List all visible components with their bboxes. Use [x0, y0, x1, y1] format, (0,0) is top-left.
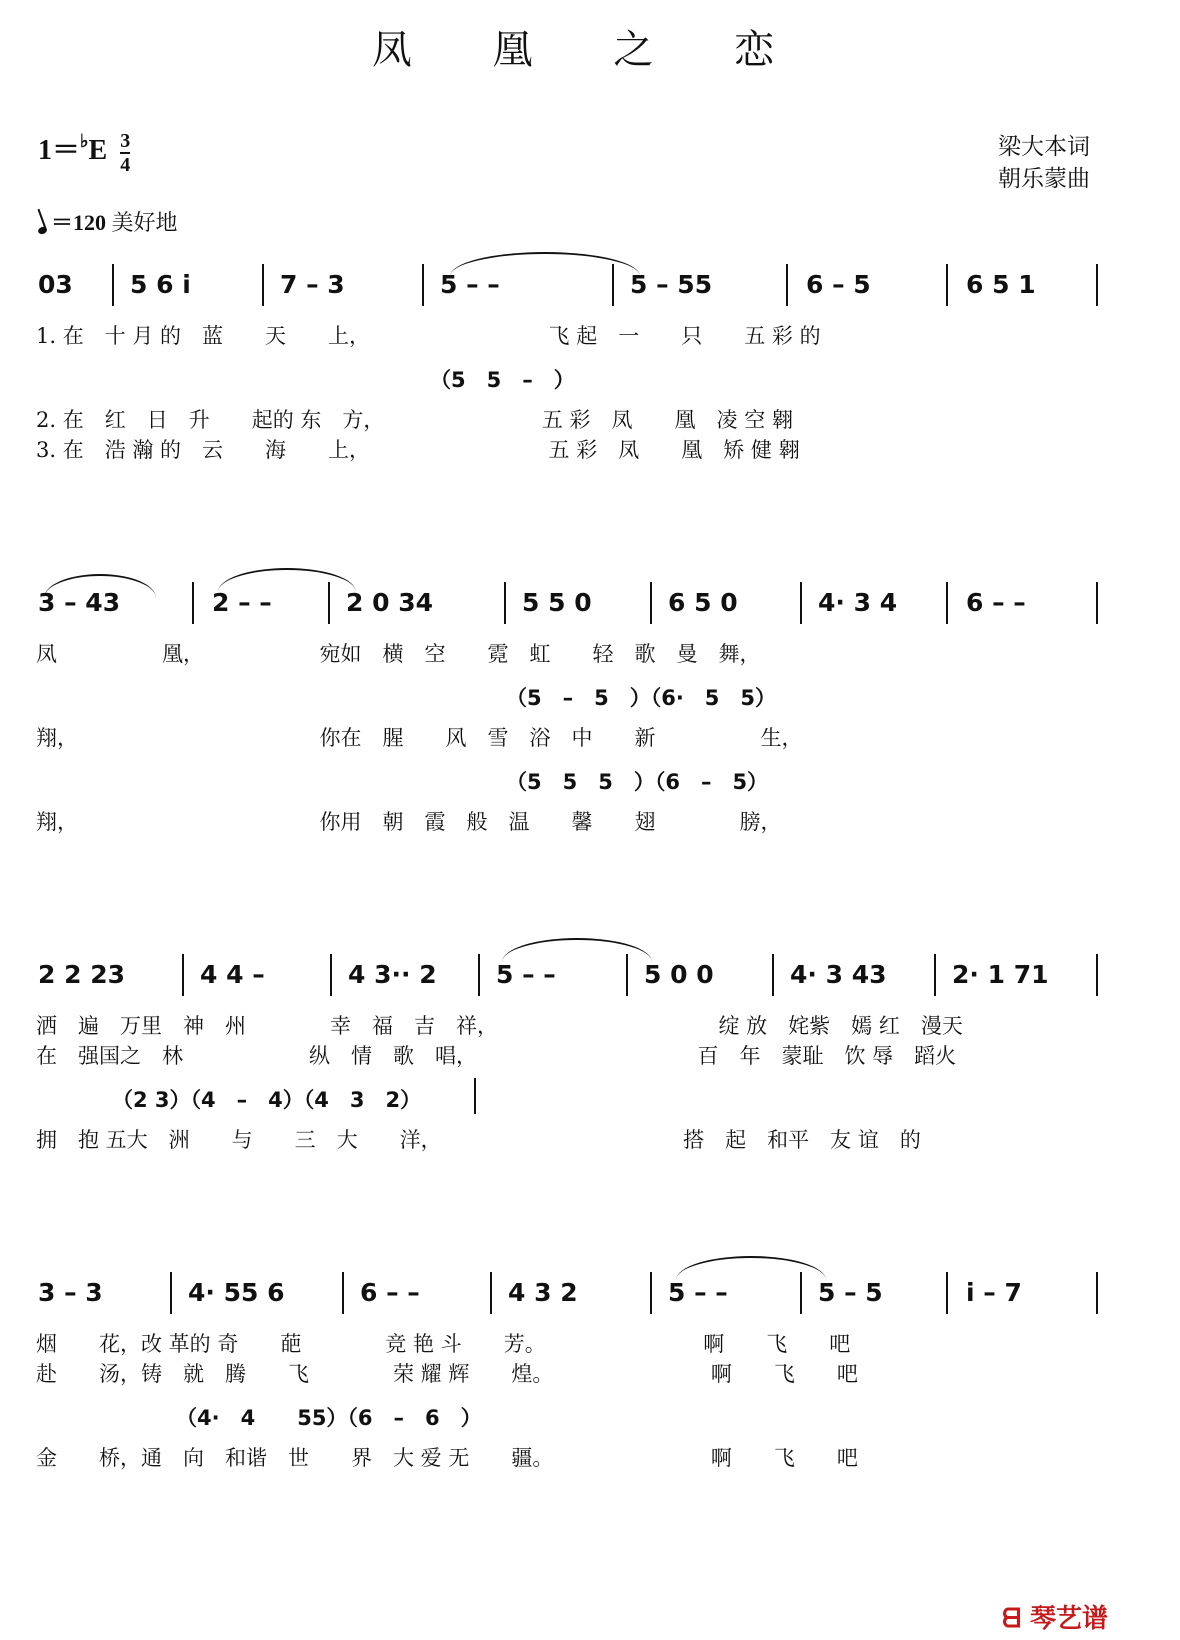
- measure-5: 5 0 0: [644, 960, 714, 989]
- barline: [192, 582, 194, 624]
- measure-2: 5 6 i: [130, 270, 191, 299]
- flat-sign: ♭: [80, 131, 89, 151]
- lyric-line-2: 赴 汤，铸 就 腾 飞 荣 耀 辉 煌。 啊 飞 吧: [36, 1362, 858, 1386]
- tempo-expression: 美好地: [111, 210, 178, 235]
- barline: [650, 1272, 652, 1314]
- measure-2: 4· 55 6: [188, 1278, 285, 1307]
- measure-6: 4· 3 4: [818, 588, 898, 617]
- measure-4: 5 – –: [496, 960, 556, 989]
- slur-mark: [44, 574, 156, 598]
- piano-logo-icon: ᗺ: [1002, 1604, 1021, 1634]
- key-note: E: [88, 135, 108, 166]
- barline: [170, 1272, 172, 1314]
- lyric-line-1: 1. 在 十 月 的 蓝 天 上， 飞 起 一 只 五 彩 的: [36, 324, 821, 348]
- barline: [786, 264, 788, 306]
- barline: [946, 1272, 948, 1314]
- barline: [490, 1272, 492, 1314]
- barline: [182, 954, 184, 996]
- barline: [934, 954, 936, 996]
- measure-7: i – 7: [966, 1278, 1022, 1307]
- interlude-notes: （4· 4 55）（6 – 6 ）: [176, 1406, 482, 1430]
- barline: [1096, 582, 1098, 624]
- lyric-line-2: 翔， 你在 腥 风 雪 浴 中 新 生，: [36, 726, 803, 750]
- measure-7: 6 5 1: [966, 270, 1036, 299]
- time-signature: [120, 130, 130, 176]
- measure-1: 3 – 3: [38, 1278, 103, 1307]
- barline: [1096, 954, 1098, 996]
- measure-4: 5 – –: [440, 270, 500, 299]
- barline: [800, 582, 802, 624]
- measure-2: 4 4 –: [200, 960, 265, 989]
- measure-3: 4 3·· 2: [348, 960, 437, 989]
- lyric-line-3: 金 桥，通 向 和谐 世 界 大 爱 无 疆。 啊 飞 吧: [36, 1446, 858, 1470]
- time-top: 3: [120, 129, 131, 152]
- measure-6: 4· 3 43: [790, 960, 887, 989]
- song-title: 凤 凰 之 恋: [371, 27, 809, 73]
- slur-mark: [502, 938, 652, 962]
- interlude-notes: （5 5 – ）: [430, 368, 575, 392]
- tempo-marking: [38, 206, 178, 237]
- measure-5: 5 – –: [668, 1278, 728, 1307]
- measure-1: 2 2 23: [38, 960, 125, 989]
- barline: [112, 264, 114, 306]
- measure-5: 5 – 55: [630, 270, 713, 299]
- measure-6: 6 – 5: [806, 270, 871, 299]
- measure-6: 5 – 5: [818, 1278, 883, 1307]
- barline: [1096, 264, 1098, 306]
- measure-7: 2· 1 71: [952, 960, 1049, 989]
- measure-4: 4 3 2: [508, 1278, 578, 1307]
- interlude-notes-1: （5 – 5 ）（6· 5 5）: [506, 686, 777, 710]
- interlude-notes: （2 3）（4 – 4）（4 3 2）: [112, 1088, 422, 1112]
- barline: [474, 1078, 476, 1114]
- barline: [946, 582, 948, 624]
- measure-1: 03: [38, 270, 73, 299]
- quarter-note-icon: [37, 226, 48, 236]
- barline: [330, 954, 332, 996]
- time-bottom: 4: [120, 153, 131, 176]
- key-prefix: 1＝: [38, 135, 81, 166]
- lyric-line-1: 凤 凰， 宛如 横 空 霓 虹 轻 歌 曼 舞，: [36, 642, 761, 666]
- lyric-line-3: 拥 抱 五大 洲 与 三 大 洋， 搭 起 和平 友 谊 的: [36, 1128, 921, 1152]
- slur-mark: [450, 252, 640, 276]
- measure-3: 7 – 3: [280, 270, 345, 299]
- barline: [772, 954, 774, 996]
- measure-7: 6 – –: [966, 588, 1026, 617]
- measure-5: 6 5 0: [668, 588, 738, 617]
- interlude-notes-2: （5 5 5 ）（6 – 5）: [506, 770, 769, 794]
- key-signature: [38, 128, 130, 176]
- lyric-line-1: 洒 遍 万里 神 州 幸 福 吉 祥， 绽 放 姹紫 嫣 红 漫天: [36, 1014, 963, 1038]
- barline: [650, 582, 652, 624]
- barline: [342, 1272, 344, 1314]
- measure-1: 3 – 43: [38, 588, 121, 617]
- lyric-line-3: 3. 在 浩 瀚 的 云 海 上， 五 彩 凤 凰 矫 健 翱: [36, 438, 800, 462]
- composer-credit: 朝乐蒙曲: [998, 166, 1090, 192]
- barline: [504, 582, 506, 624]
- watermark-logo: [1002, 1598, 1108, 1635]
- lyric-line-1: 烟 花，改 革的 奇 葩 竞 艳 斗 芳。 啊 飞 吧: [36, 1332, 851, 1356]
- lyric-line-3: 翔， 你用 朝 霞 般 温 馨 翅 膀，: [36, 810, 782, 834]
- barline: [946, 264, 948, 306]
- lyricist-credit: 梁大本词: [998, 134, 1090, 160]
- slur-mark: [218, 568, 356, 592]
- measure-3: 2 0 34: [346, 588, 433, 617]
- measure-3: 6 – –: [360, 1278, 420, 1307]
- measure-2: 2 – –: [212, 588, 272, 617]
- barline: [478, 954, 480, 996]
- lyric-line-2: 2. 在 红 日 升 起的 东 方， 五 彩 凤 凰 凌 空 翱: [36, 408, 793, 432]
- measure-4: 5 5 0: [522, 588, 592, 617]
- tempo-bpm: ＝120: [51, 210, 107, 235]
- slur-mark: [676, 1256, 826, 1280]
- lyric-line-2: 在 强国之 林 纵 情 歌 唱， 百 年 蒙耻 饮 辱 蹈火: [36, 1044, 957, 1068]
- watermark-text: 琴艺谱: [1029, 1604, 1108, 1634]
- barline: [1096, 1272, 1098, 1314]
- barline: [422, 264, 424, 306]
- barline: [262, 264, 264, 306]
